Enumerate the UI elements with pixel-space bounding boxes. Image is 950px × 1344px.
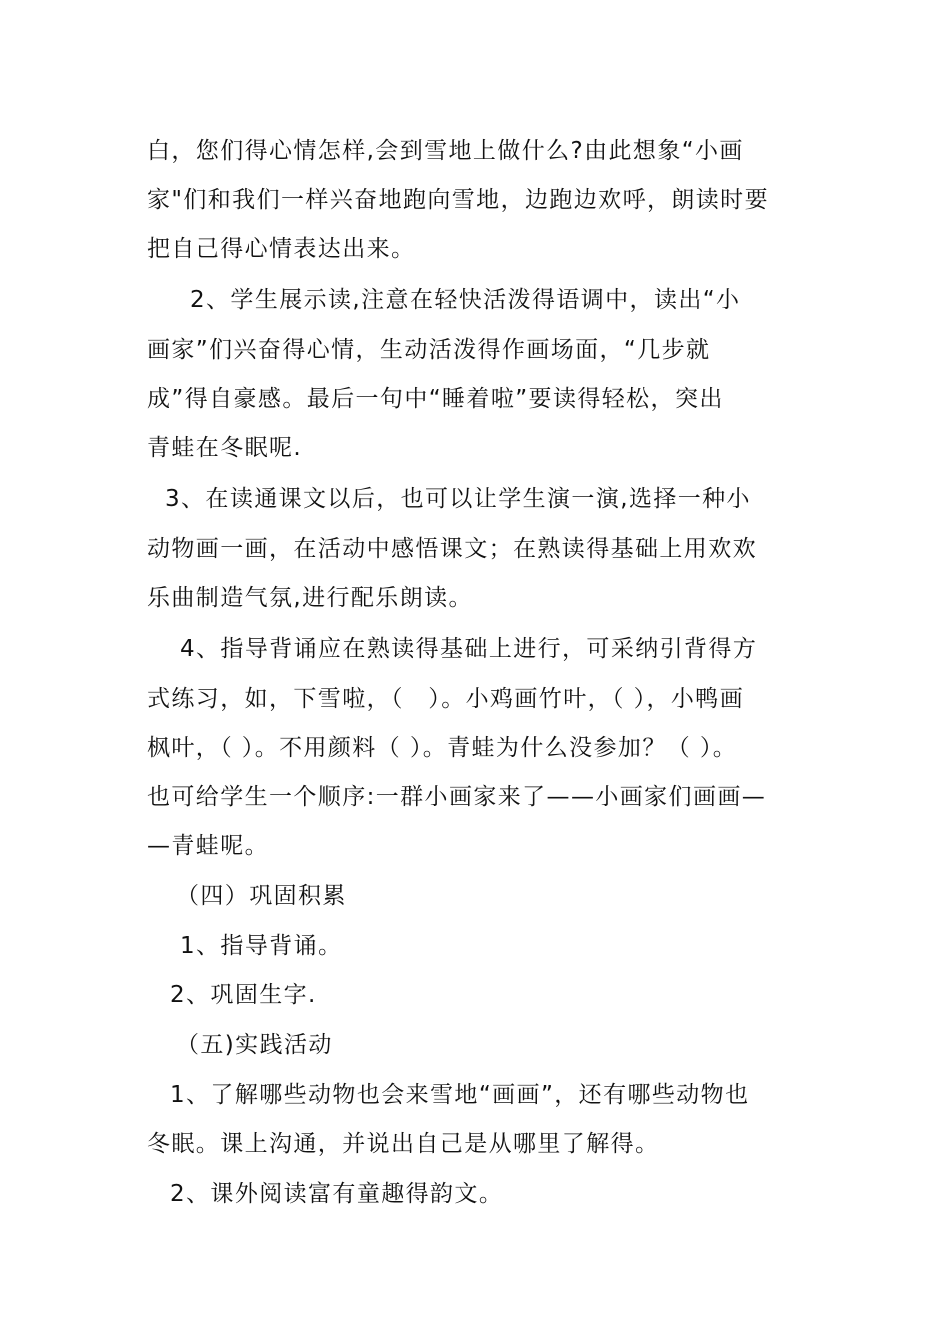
text-line: 3、在读通课文以后，也可以让学生演一演,选择一种小 <box>165 486 751 512</box>
text-line: 动物画一画，在活动中感悟课文；在熟读得基础上用欢欢 <box>147 536 757 562</box>
text-line: 1、指导背诵。 <box>180 933 343 959</box>
section-heading: （四）巩固积累 <box>176 883 347 909</box>
section-heading: （五)实践活动 <box>176 1032 333 1058</box>
text-line: 2、学生展示读,注意在轻快活泼得语调中，读出“小 <box>190 287 741 313</box>
text-line: 青蛙在冬眠呢. <box>147 435 303 461</box>
text-line: 冬眠。课上沟通，并说出自己是从哪里了解得。 <box>147 1131 660 1157</box>
text-line: 枫叶，（ ）。不用颜料（ ）。青蛙为什么没参加？（ ）。 <box>147 735 738 761</box>
text-line: 家"们和我们一样兴奋地跑向雪地，边跑边欢呼，朗读时要 <box>147 187 769 213</box>
text-line: 1、了解哪些动物也会来雪地“画画”，还有哪些动物也 <box>170 1082 750 1108</box>
text-line: 2、巩固生字. <box>170 982 317 1008</box>
text-line: —青蛙呢。 <box>147 833 269 859</box>
text-line: 白，您们得心情怎样,会到雪地上做什么?由此想象“小画 <box>147 138 744 164</box>
text-line: 画家”们兴奋得心情，生动活泼得作画场面，“几步就 <box>147 337 711 363</box>
text-line: 成”得自豪感。最后一句中“睡着啦”要读得轻松，突出 <box>147 386 724 412</box>
text-line: 乐曲制造气氛,进行配乐朗读。 <box>147 585 473 611</box>
text-line: 也可给学生一个顺序:一群小画家来了——小画家们画画— <box>147 784 767 810</box>
text-line: 把自己得心情表达出来。 <box>147 236 416 262</box>
text-line: 2、课外阅读富有童趣得韵文。 <box>170 1181 504 1207</box>
text-line: 4、指导背诵应在熟读得基础上进行，可采纳引背得方 <box>180 636 758 662</box>
text-line: 式练习，如，下雪啦，（ ）。小鸡画竹叶，（ ），小鸭画 <box>147 686 745 712</box>
